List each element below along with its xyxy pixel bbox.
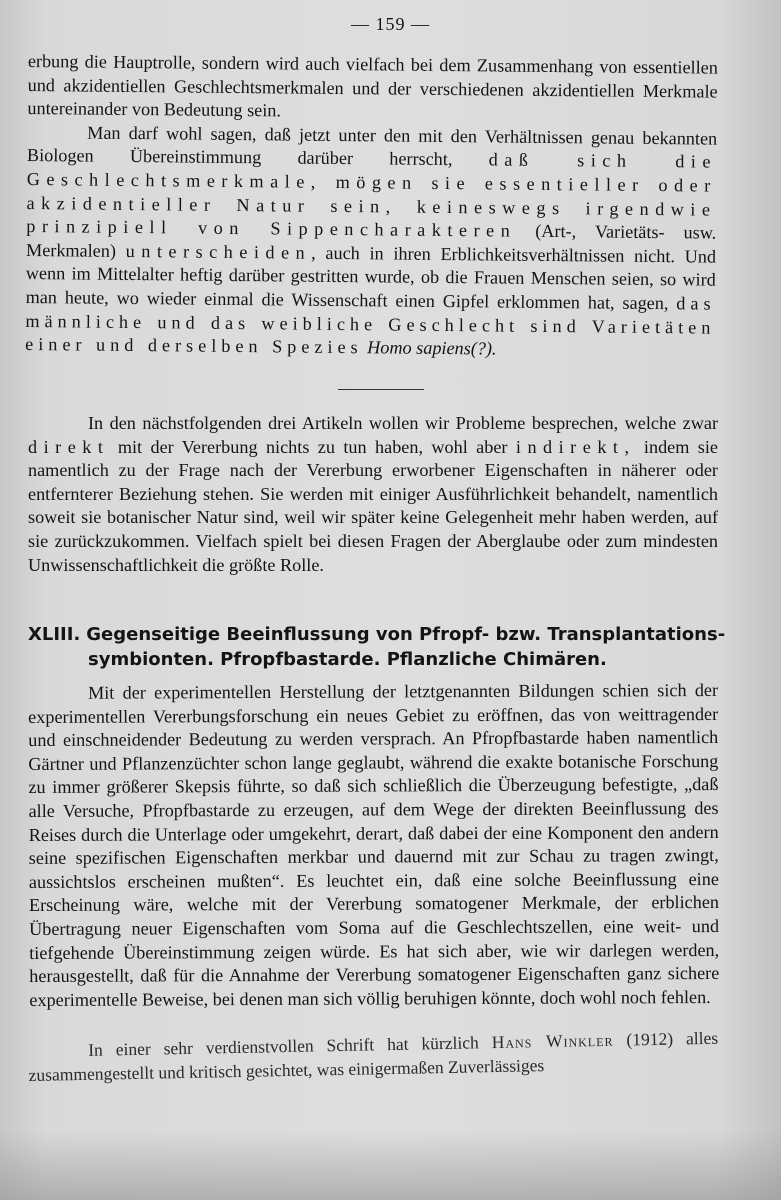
spaced-emphasis: daß sich die Geschlechtsmerkmale, mögen sie essentieller oder akzidentieller Natur sein, keineswegs irgendwie prinzipiell von Sippencharakteren (26, 149, 718, 241)
text-run: In einer sehr verdienstvollen Schrift hat kürzlich (88, 1032, 479, 1060)
spaced-emphasis: unterscheiden (125, 240, 312, 263)
paragraph-intro (28, 412, 718, 577)
spaced-emphasis: indirekt, (515, 436, 636, 457)
paragraph-pfropfbastarde: Mit der experimentellen Herstellung der letztgenannten Bildungen schien sich der experimentellen Vererbungsforschung ein neues Gebiet zu eröffnen, das von weittragender und einschneidender Bedeutung zu werden versprach. An Pfropfbastarde haben namentlich Gärtner und Pflanzenzüchter schon lange geglaubt, während die exakte botanische Forschung zu immer größerer Skepsis führte, so daß sich schließlich die Überzeugung befestigte, „daß alle Versuche, Pfropfbastarde zu erzeugen, auf dem Wege der direkten Beeinflussung des Reises durch die Unterlage oder umgekehrt, derart, daß dabei der eine Komponent den andern seine spezifischen Eigenschaften merkbar und dauernd mit zur Schau zu tragen zwingt, aussichtslos erscheinen mußten“. Es leuchtet ein, daß eine solche Beeinflussung eine Erscheinung wäre, welche mit der Vererbung somatogener Merkmale, der erblichen Übertragung neuer Eigenschaften vom Soma auf die Geschlechtszellen, eine weit- und tiefgehende Übereinstimmung zeigen würde. Es hat sich aber, wie wir darlegen werden, herausgestellt, daß für die Annahme der Vererbung somatogener Eigenschaften ganz sichere experimentelle Beweise, bei denen man sich völlig beruhigen könnte, doch wohl noch fehlen. (28, 679, 720, 1010)
paragraph-block-1 (25, 50, 718, 363)
text-run: alles zusammengestellt und kritisch gesichtet, was einigermaßen Zuverlässiges (28, 1027, 719, 1085)
paragraph-block-4 (28, 1027, 719, 1087)
text-run: indem sie namentlich zu der Frage nach der Vererbung erworbener Eigenschaften in näherer oder entfernterer Beziehung stehen. Sie werden mit einiger Ausführlichkeit behandelt, namentlich soweit sie botanischer Natur sind, weil wir später keine Gelegenheit mehr haben werden, auf sie zurückzukommen. Vielfach spielt bei diesen Fragen der Aberglaube oder zum mindesten Unwissenschaftlichkeit die größte Rolle. (28, 436, 718, 575)
text-run: mit der Vererbung nichts zu tun haben, wohl aber (117, 436, 508, 457)
italic-species-name: Homo sapiens(?). (367, 337, 497, 359)
text-run: (Art-, Varietäts- usw. Merkmalen) (25, 221, 717, 261)
section-divider (338, 389, 424, 390)
paragraph-continuation: erbung die Hauptrolle, sondern wird auch vielfach bei dem Zusammenhang von essentiellen und akzidentiellen Geschlechtsmerkmalen und der verschiedenen akzidentiellen Merkmale untereinander von Bedeutung sein. (27, 50, 718, 121)
spaced-emphasis: das männliche und das weibliche Geschlecht sind Varietäten einer und derselben Spezies (25, 293, 716, 358)
section-heading (28, 622, 728, 672)
text-run: , auch in ihren Erblichkeitsverhältnissen nicht. Und wenn im Mittelalter heftig darüber gestritten wurde, ob die Frauen Menschen seien, so wird man heute, wo wieder einmal die Wissenschaft einen Gipfel erklommen hat, sagen, (25, 242, 717, 314)
page-number: — 159 — (351, 14, 430, 34)
paragraph-block-3 (28, 679, 719, 1012)
paragraph-winkler (28, 1027, 719, 1087)
paragraph-block-2 (28, 412, 718, 577)
page-shadow (0, 1130, 781, 1200)
paragraph-geschlechtsmerkmale (25, 121, 717, 364)
text-run: In den nächstfolgenden drei Artikeln wollen wir Probleme besprechen, welche zwar (88, 413, 718, 433)
citation-year: (1912) (626, 1028, 674, 1050)
section-title-line-1: Gegenseitige Beeinflussung von Pfropf- bzw. Transplantations- (86, 624, 726, 645)
section-number: XLIII. (28, 624, 81, 645)
text-run: Man darf wohl sagen, daß jetzt unter den mit den Verhältnissen genau bekannten Biologen Übereinstimmung darüber herrscht, (26, 122, 718, 170)
spaced-emphasis: direkt (28, 436, 110, 457)
section-title-line-2: symbionten. Pfropfbastarde. Pflanzliche Chimären. (88, 649, 607, 670)
author-name: Hans Winkler (491, 1029, 614, 1053)
